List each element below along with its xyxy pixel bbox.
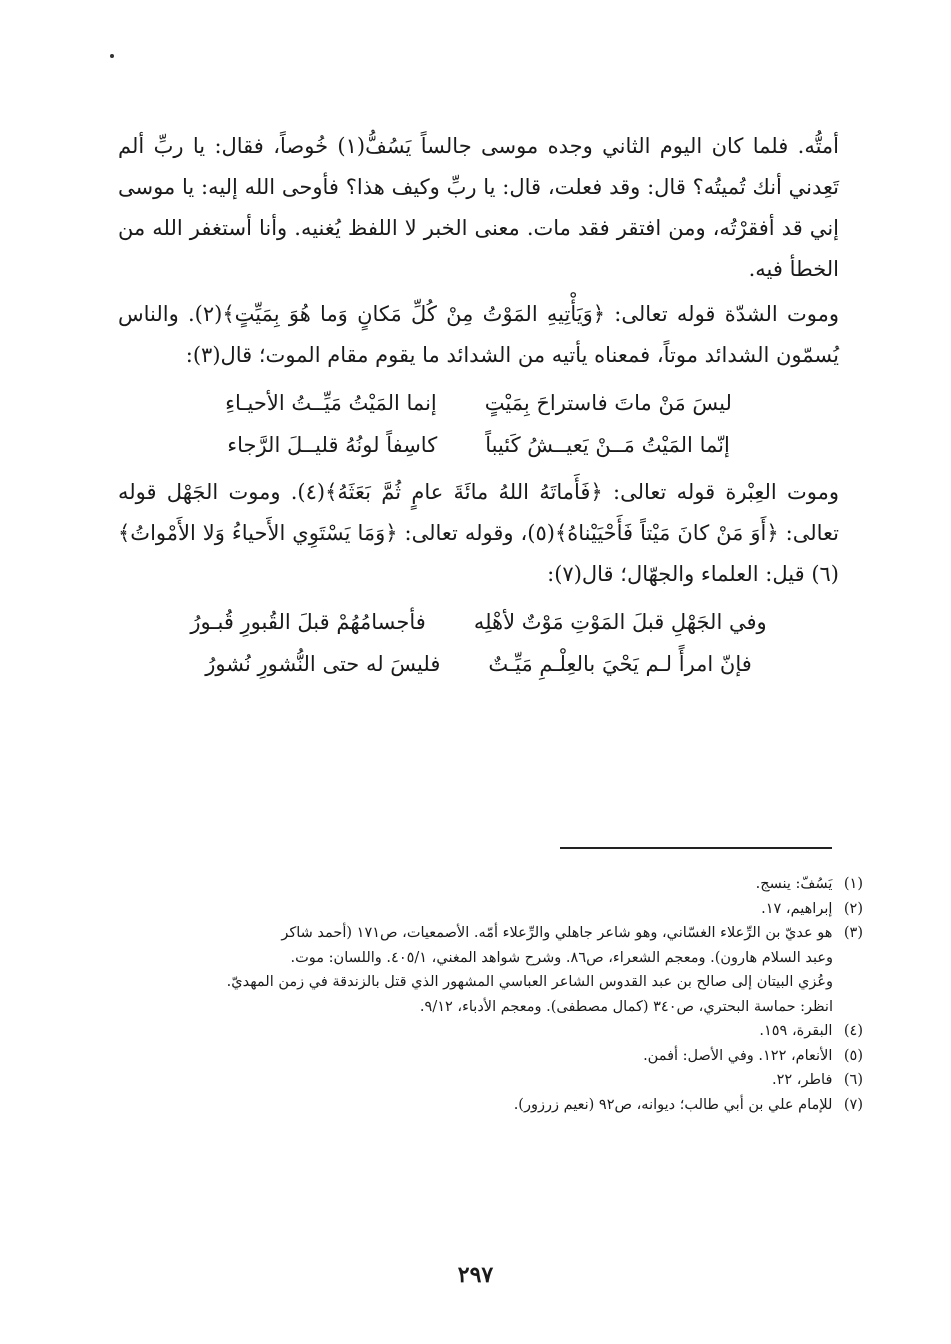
footnote-continuation: وعبد السلام هارون). ومعجم الشعراء، ص٨٦. وشرح شواهد المغني، ٤٠٥/١. واللسان: موت.: [290, 949, 833, 966]
page-number: ٢٩٧: [457, 1262, 494, 1288]
verse-second-hemistich: فأجسامُهُمْ قبلَ القُبورِ قُبـورُ: [190, 610, 426, 634]
footnote: [100, 921, 863, 946]
footnote: [100, 897, 863, 922]
scan-speck: [110, 54, 114, 58]
poem-2: [118, 601, 839, 685]
poem-verse: [118, 643, 839, 685]
paragraph-3: وموت العِبْرة قوله تعالى: ﴿فَأَماتَهُ اللهُ مائَةَ عامٍ ثُمَّ بَعَثَهُ﴾(٤). وموت الجَهْل قوله تعالى: ﴿أَوَ مَنْ كانَ مَيْتاً فَأَحْيَيْناهُ﴾(٥)، وقوله تعالى: ﴿وَمَا يَسْتَوِي الأَحياءُ وَلا الأَمْواتُ﴾(٦) قيل: العلماء والجهّال؛ قال(٧):: [118, 480, 840, 586]
verse-first-hemistich: وفي الجَهْلِ قبلَ المَوْتِ مَوْتٌ لأهْلِه: [473, 610, 767, 634]
footnote-number: (٤): [843, 1023, 863, 1039]
poem-verse: [118, 424, 839, 466]
footnote-text: البقرة، ١٥٩.: [759, 1023, 833, 1039]
poem-verse: [118, 382, 839, 424]
footnote-text: الأنعام، ١٢٢. وفي الأصل: أفمن.: [643, 1047, 833, 1064]
footnote: [100, 872, 863, 897]
footnote-separator: [560, 847, 832, 849]
paragraph-1: أمتُّه. فلما كان اليوم الثاني وجده موسى جالساً يَسُفُّ(١) خُوصاً، فقال: يا ربِّ ألم تَعِدني أنك تُميتُه؟ قال: وقد فعلت، قال: يا ربِّ وكيف هذا؟ فأوحى الله إليه: يا موسى إني قد أفقرْتُه، ومن افتقر فقد مات. معنى الخبر لا اللفظ يُغنيه. وأنا أستغفر الله من الخطأ فيه.: [118, 134, 839, 281]
footnote-continuation: وعُزي البيتان إلى صالح بن عبد القدوس الشاعر العباسي المشهور الذي قتل بالزندقة في زمن المهديّ.: [226, 974, 833, 990]
poem-verse: [118, 601, 839, 643]
footnote: [100, 1093, 863, 1118]
footnote-number: (٢): [843, 900, 863, 917]
verse-first-hemistich: فإنّ امرأً لـم يَحْيَ بالعِلْـمِ مَيِّـتٌ: [488, 652, 752, 676]
main-text: [118, 126, 839, 691]
footnote-continuation: انظر: حماسة البحتري، ص٣٤٠ (كمال مصطفى). ومعجم الأدباء، ٩/١٢.: [419, 998, 833, 1015]
paragraph-2: وموت الشدّة قوله تعالى: ﴿وَيَأْتِيهِ المَوْتُ مِنْ كُلِّ مَكانٍ وَما هُوَ بِمَيِّتٍ﴾(٢). والناس يُسمّون الشدائد موتاً، فمعناه يأتيه من الشدائد ما يقوم مقام الموت؛ قال(٣):: [118, 302, 839, 367]
footnote-text: إبراهيم، ١٧.: [761, 900, 833, 917]
verse-second-hemistich: إنما المَيْتُ مَيِّــتُ الأحيـاءِ: [225, 391, 437, 415]
footnote: [100, 1019, 863, 1044]
footnote-number: (٦): [843, 1072, 863, 1088]
footnote-text: يَسُفّ: ينسج.: [755, 876, 833, 892]
verse-first-hemistich: ليسَ مَنْ ماتَ فاستراحَ بِمَيْتٍ: [484, 391, 732, 415]
footnotes: [100, 872, 863, 1117]
footnote-number: (٥): [843, 1047, 863, 1064]
poem-1: [118, 382, 839, 466]
verse-second-hemistich: فليسَ له حتى النُّشورِ نُشورُ: [205, 652, 441, 676]
footnote: [100, 1068, 863, 1093]
footnote-number: (٧): [843, 1096, 863, 1113]
footnote-number: (٣): [843, 925, 863, 941]
verse-first-hemistich: إنّما المَيْتُ مَــنْ يَعيــشُ كَئيباً: [485, 433, 730, 457]
footnote-text: هو عديّ بن الرِّعلاء الغسّاني، وهو شاعر جاهلي والرِّعلاء أمّه. الأصمعيات، ص١٧١ (أحمد شاكر: [281, 925, 833, 941]
verse-second-hemistich: كاسِفاً لونُهُ قليــلَ الرَّجاء: [227, 433, 438, 457]
footnote: [100, 1044, 863, 1069]
footnote-text: للإمام علي بن أبي طالب؛ ديوانه، ص٩٢ (نعيم زرزور).: [513, 1096, 833, 1113]
footnote-text: فاطر، ٢٢.: [772, 1072, 833, 1088]
footnote-number: (١): [843, 876, 863, 892]
